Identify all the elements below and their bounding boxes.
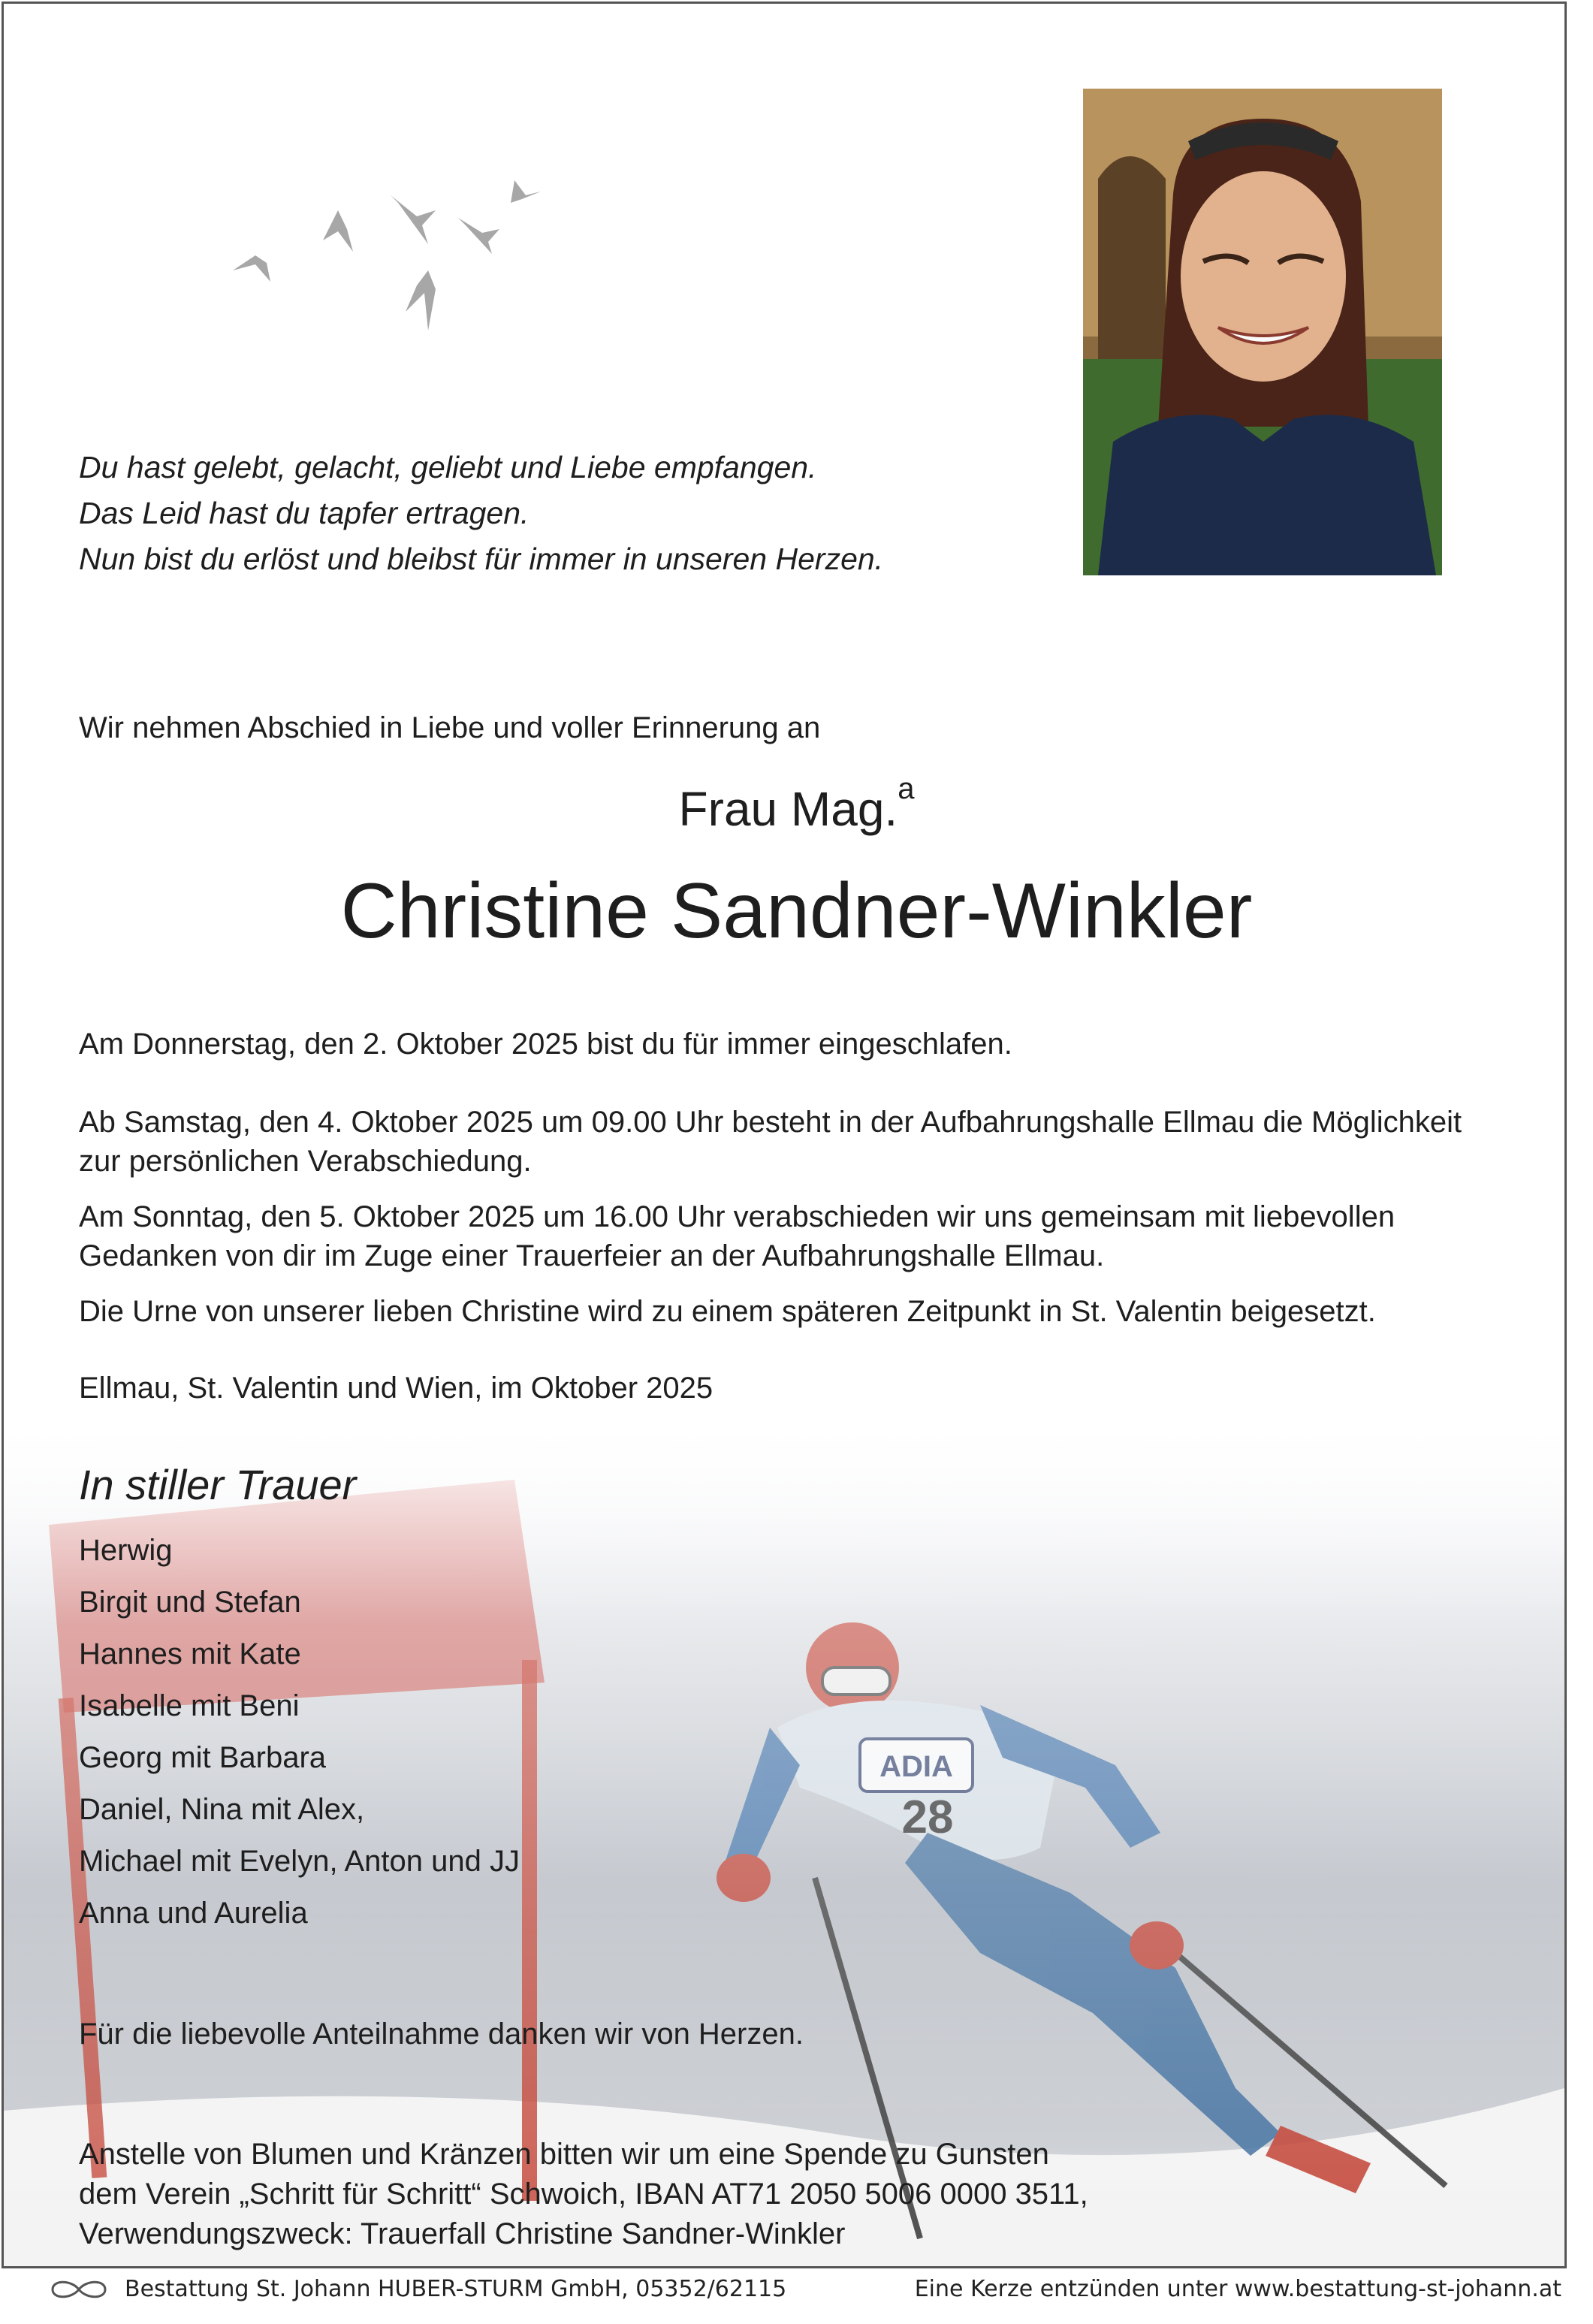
portrait-photo [1083,89,1442,575]
mourner: Hannes mit Kate [79,1637,301,1671]
urn-notice: Die Urne von unserer lieben Christine wird zu einem späteren Zeitpunkt in St. Valentin beigesetzt. [79,1295,1376,1328]
mourner: Daniel, Nina mit Alex, [79,1793,365,1826]
footer-candle-link[interactable]: Eine Kerze entzünden unter www.bestattung-st-johann.at [914,2276,1561,2302]
mourners-list [79,1525,520,1939]
donation-line: dem Verein „Schritt für Schritt“ Schwoich, IBAN AT71 2050 5006 0000 3511, [79,2178,1088,2211]
mourner: Michael mit Evelyn, Anton und JJ [79,1845,520,1878]
mourner: Anna und Aurelia [79,1897,308,1930]
mourner: Herwig [79,1534,173,1567]
thanks-text: Für die liebevolle Anteilnahme danken wir von Herzen. [79,2018,804,2051]
place-date: Ellmau, St. Valentin und Wien, im Oktober 2025 [79,1372,714,1405]
honorific-title [0,772,1593,837]
poem-quote [79,445,883,582]
mourner: Georg mit Barbara [79,1741,327,1774]
viewing-notice: Ab Samstag, den 4. Oktober 2025 um 09.00 Uhr besteht in der Aufbahrungshalle Ellmau die Möglichkeit zur persönlichen Verabschiedung. [79,1106,1462,1178]
quote-line: Nun bist du erlöst und bleibst für immer in unseren Herzen. [79,542,884,576]
mourning-heading: In stiller Trauer [79,1461,357,1508]
death-notice: Am Donnerstag, den 2. Oktober 2025 bist du für immer eingeschlafen. [79,1028,1012,1061]
footer-undertaker [45,2276,786,2302]
title-superscript: a [898,772,915,805]
deceased-name: Christine Sandner-Winkler [340,868,1253,955]
mourner: Birgit und Stefan [79,1586,301,1619]
footer-undertaker-text: Bestattung St. Johann HUBER-STURM GmbH, 05352/62115 [125,2276,787,2302]
birds-illustration [210,158,586,353]
donation-line: Verwendungszweck: Trauerfall Christine Sandner-Winkler [79,2217,846,2250]
donation-request [79,2135,1506,2254]
donation-line: Anstelle von Blumen und Kränzen bitten wir um eine Spende zu Gunsten [79,2138,1049,2171]
mourner: Isabelle mit Beni [79,1689,300,1722]
infinity-logo-icon [45,2278,113,2301]
quote-line: Du hast gelebt, gelacht, geliebt und Liebe empfangen. [79,450,817,484]
ceremony-notice: Am Sonntag, den 5. Oktober 2025 um 16.00 Uhr verabschieden wir uns gemeinsam mit liebevollen Gedanken von dir im Zuge einer Trauerfeier an der Aufbahrungshalle Ellmau. [79,1200,1395,1272]
title-text: Frau Mag. [678,782,898,836]
intro-text: Wir nehmen Abschied in Liebe und voller Erinnerung an [79,711,821,744]
quote-line: Das Leid hast du tapfer ertragen. [79,496,529,530]
